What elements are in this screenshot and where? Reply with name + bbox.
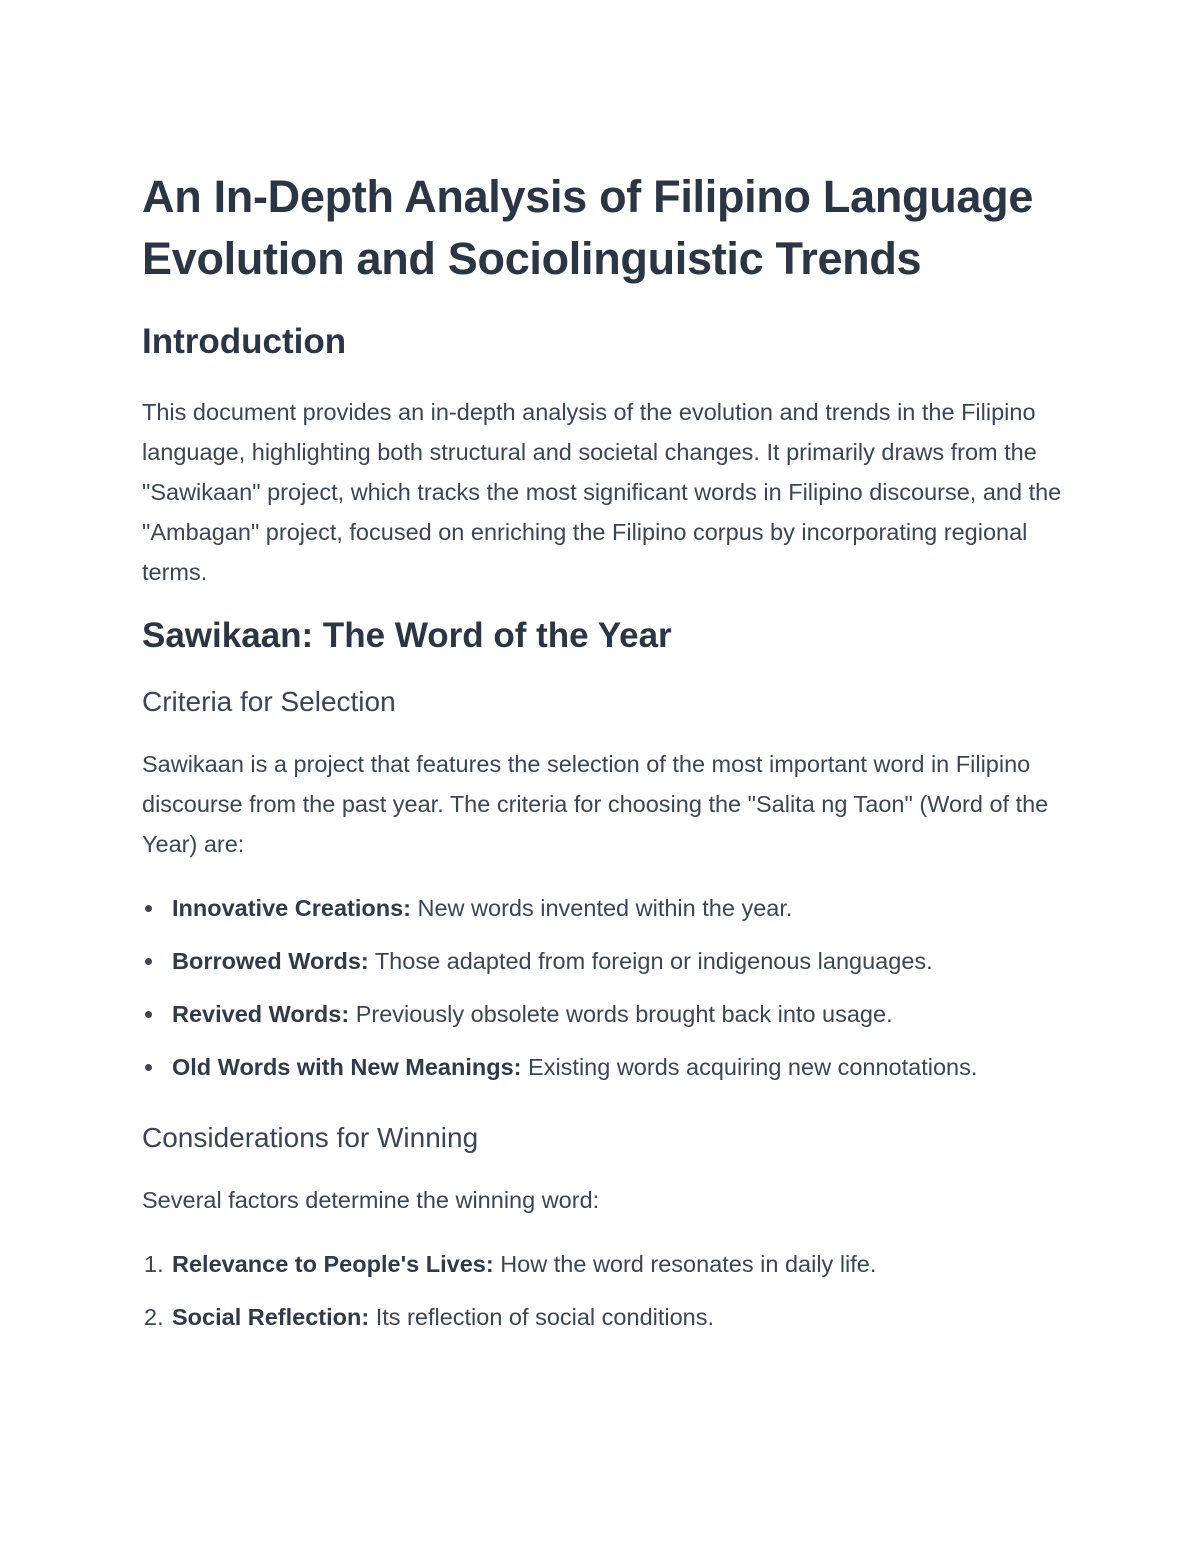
- list-item: [142, 1244, 1062, 1284]
- list-item: [142, 888, 1062, 928]
- list-item-desc: Those adapted from foreign or indigenous languages.: [368, 948, 933, 974]
- list-item-term: Social Reflection:: [172, 1304, 370, 1330]
- list-item: [142, 1047, 1062, 1087]
- list-item-term: Relevance to People's Lives:: [172, 1251, 494, 1277]
- list-item: [142, 1297, 1062, 1337]
- list-item-desc: Its reflection of social conditions.: [369, 1304, 715, 1330]
- document-title: An In-Depth Analysis of Filipino Language Evolution and Sociolinguistic Trends: [142, 171, 1034, 284]
- considerations-heading: Considerations for Winning: [142, 1122, 479, 1153]
- list-item-desc: Previously obsolete words brought back into usage.: [349, 1001, 893, 1027]
- sawikaan-heading: Sawikaan: The Word of the Year: [142, 616, 672, 655]
- list-item-term: Revived Words:: [172, 1001, 350, 1027]
- list-item-term: Borrowed Words:: [172, 948, 369, 974]
- list-item-desc: Existing words acquiring new connotations.: [521, 1054, 978, 1080]
- list-item-desc: New words invented within the year.: [410, 895, 793, 921]
- intro-heading: Introduction: [142, 322, 347, 361]
- list-item-term: Old Words with New Meanings:: [172, 1054, 522, 1080]
- criteria-list: [142, 888, 1062, 1087]
- intro-paragraph: This document provides an in-depth analysis of the evolution and trends in the Filipino language, highlighting both structural and societal changes. It primarily draws from the "Sawikaan" project, which tracks the most significant words in Filipino discourse, and the "Ambagan" project, focused on enriching the Filipino corpus by incorporating regional terms.: [142, 399, 1062, 585]
- considerations-paragraph: Several factors determine the winning word:: [142, 1187, 600, 1213]
- list-item-term: Innovative Creations:: [172, 895, 411, 921]
- considerations-list: [142, 1244, 1062, 1337]
- criteria-paragraph: Sawikaan is a project that features the selection of the most important word in Filipino discourse from the past year. The criteria for choosing the "Salita ng Taon" (Word of the Year) are:: [142, 751, 1049, 857]
- list-item: [142, 994, 1062, 1034]
- criteria-heading: Criteria for Selection: [142, 686, 396, 717]
- list-item-number: 2.: [144, 1304, 164, 1330]
- list-item-desc: How the word resonates in daily life.: [493, 1251, 877, 1277]
- list-item-number: 1.: [144, 1251, 164, 1277]
- list-item: [142, 941, 1062, 981]
- document-page: [142, 166, 1062, 1350]
